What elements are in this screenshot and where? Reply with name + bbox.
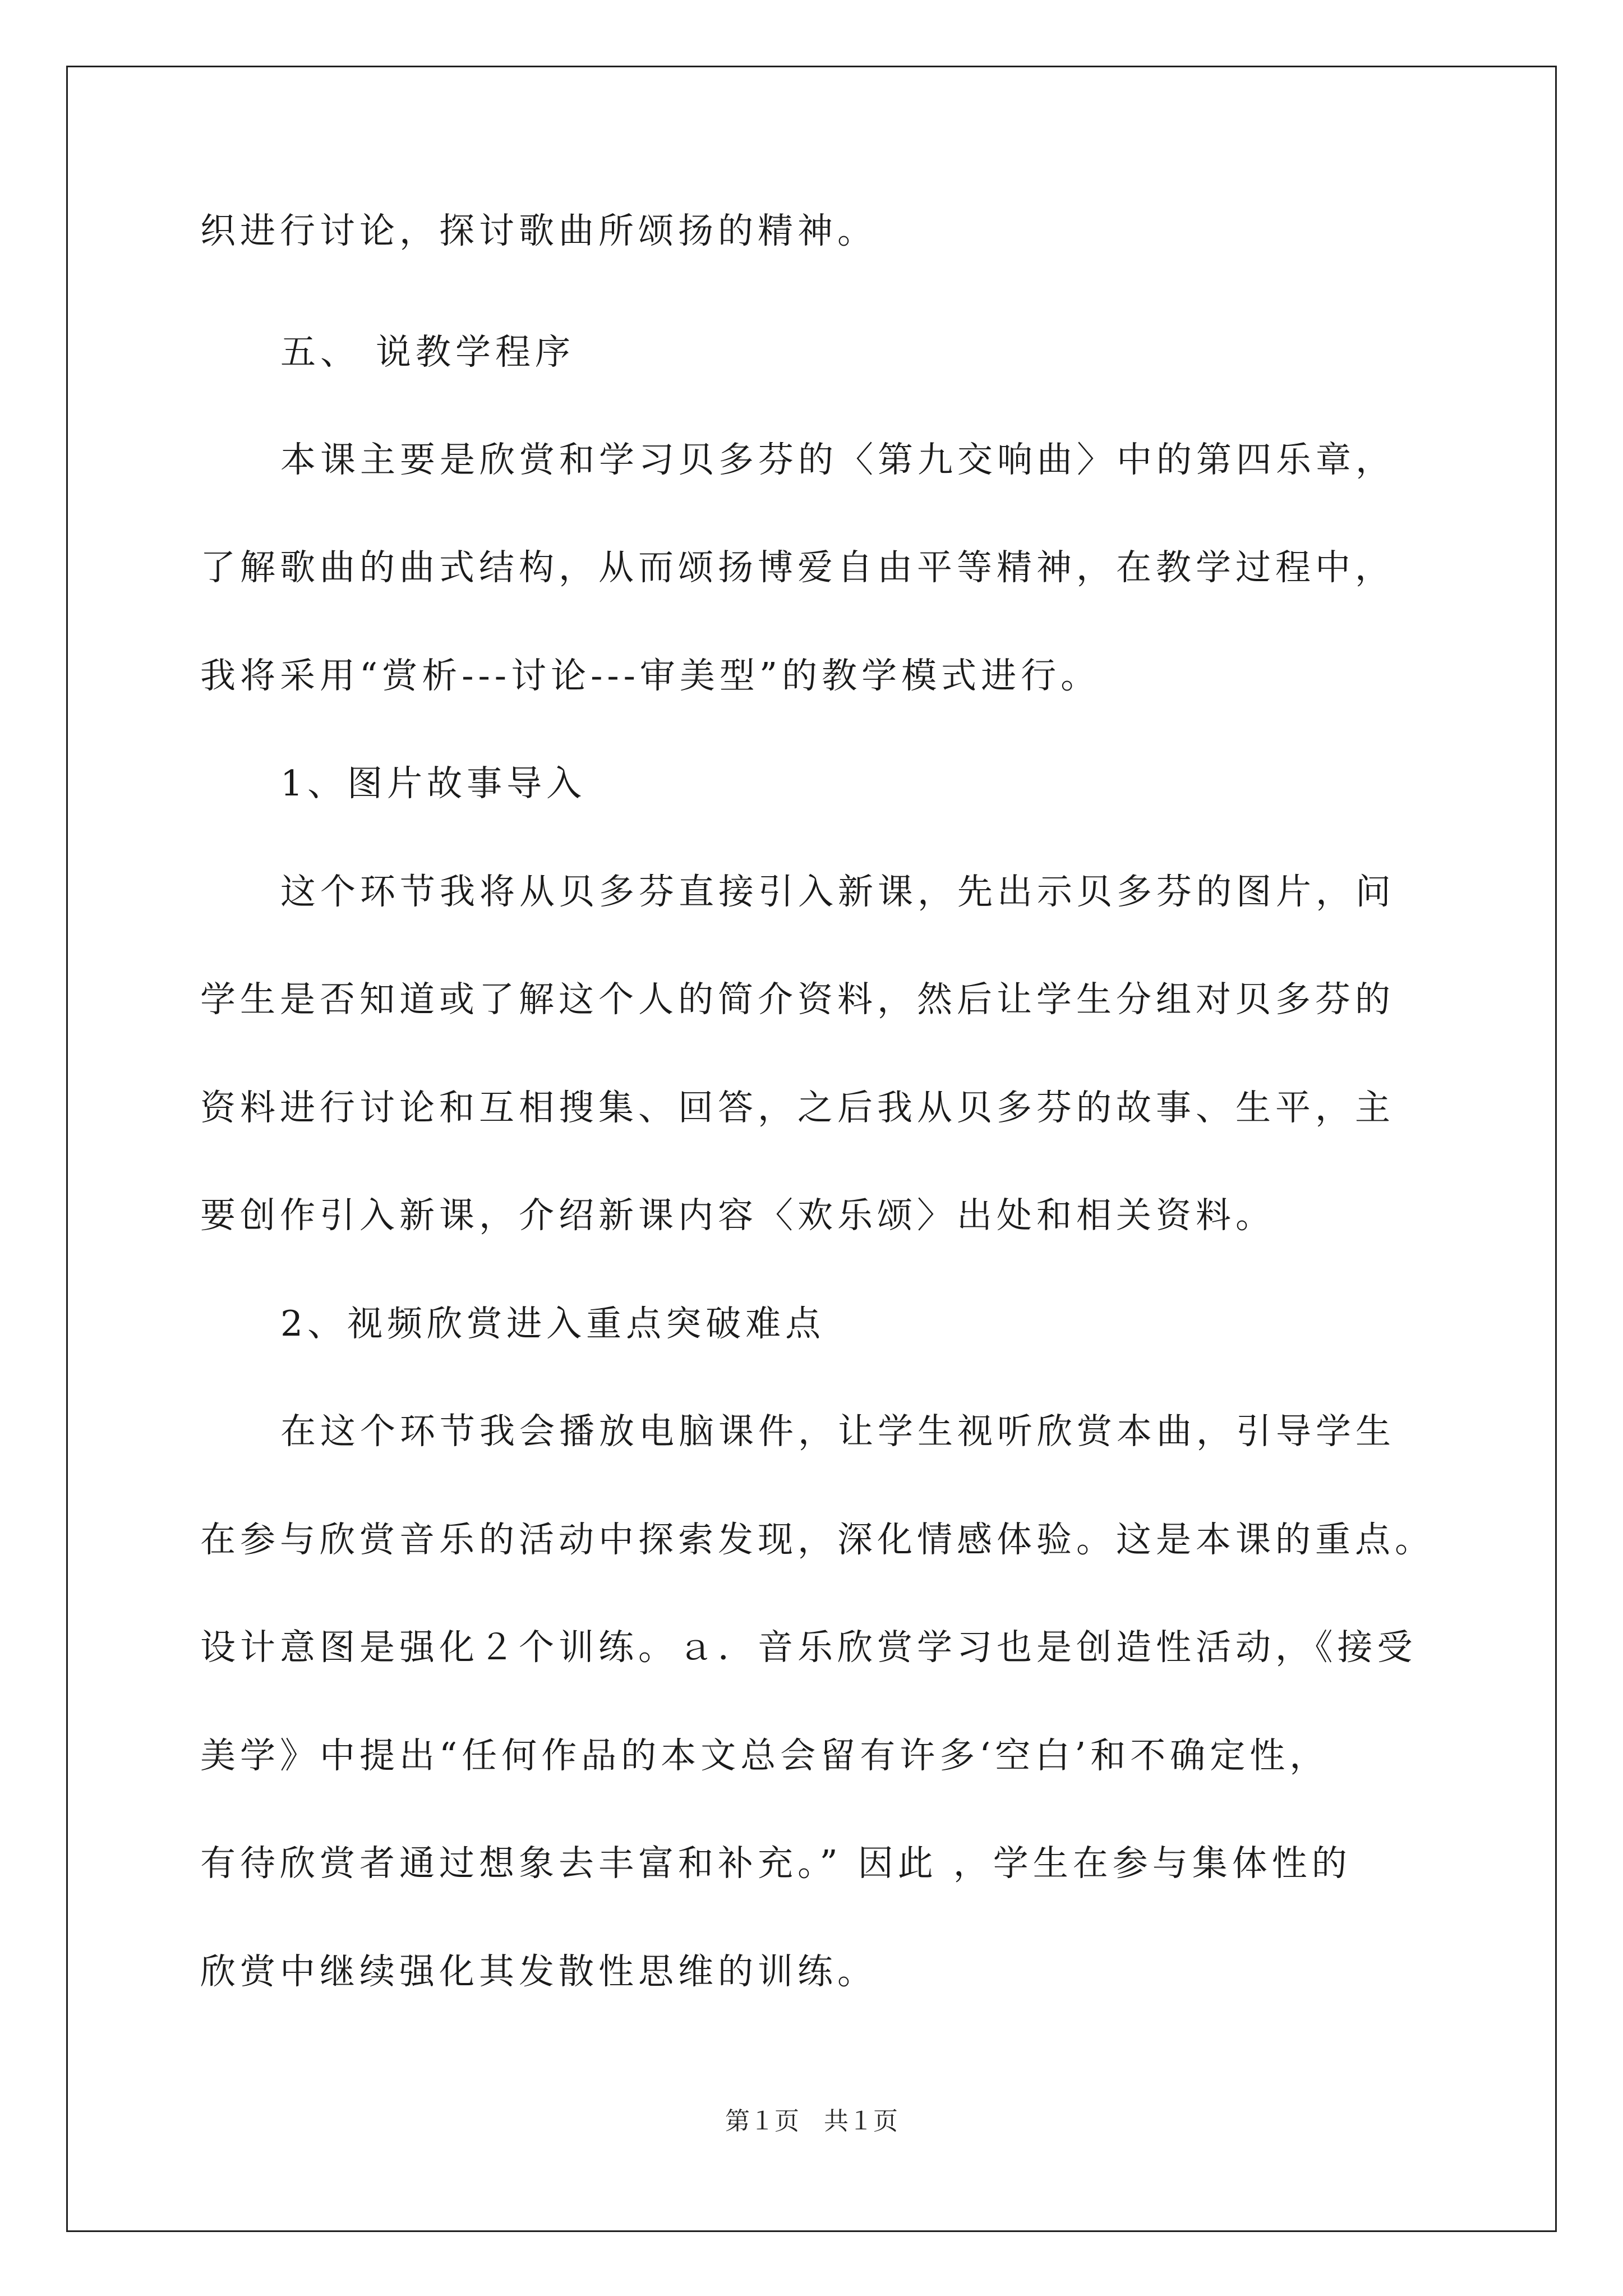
page-border — [66, 66, 1557, 2232]
subheading-1: 1、图片故事导入 — [280, 763, 587, 804]
page-footer: 第１页 共１页 — [725, 2107, 898, 2136]
body-line-15: 美学》中提出“任何作品的本文总会留有许多‘空白’和不确定性， — [200, 1735, 1330, 1776]
body-line-4: 了解歌曲的曲式结构，从而颂扬博爱自由平等精神，在教学过程中， — [200, 547, 1395, 588]
body-line-13: 在参与欣赏音乐的活动中探索发现，深化情感体验。这是本课的重点。 — [200, 1519, 1435, 1560]
body-line-16: 有待欣赏者通过想象去丰富和补充。” 因此 ，学生在参与集体性的 — [200, 1843, 1352, 1884]
body-line-10: 要创作引入新课，介绍新课内容〈欢乐颂〉出处和相关资料。 — [200, 1195, 1275, 1236]
body-line-5: 我将采用“赏析---讨论---审美型”的教学模式进行。 — [200, 655, 1101, 696]
body-line-12: 在这个环节我会播放电脑课件，让学生视听欣赏本曲，引导学生 — [280, 1411, 1395, 1452]
body-line-17: 欣赏中继续强化其发散性思维的训练。 — [200, 1951, 877, 1992]
body-line-1: 织进行讨论，探讨歌曲所颂扬的精神。 — [200, 210, 877, 251]
body-line-3: 本课主要是欣赏和学习贝多芬的〈第九交响曲〉中的第四乐章， — [280, 439, 1395, 480]
subheading-2: 2、视频欣赏进入重点突破难点 — [280, 1303, 826, 1344]
body-line-7: 这个环节我将从贝多芬直接引入新课，先出示贝多芬的图片，问 — [280, 871, 1395, 912]
body-line-14: 设计意图是强化２个训练。ａ．音乐欣赏学习也是创造性活动，《接受 — [200, 1627, 1417, 1668]
body-line-8: 学生是否知道或了解这个人的简介资料，然后让学生分组对贝多芬的 — [200, 979, 1395, 1020]
section-heading-five: 五、 说教学程序 — [280, 332, 575, 372]
body-line-9: 资料进行讨论和互相搜集、回答，之后我从贝多芬的故事、生平，主 — [200, 1087, 1395, 1128]
